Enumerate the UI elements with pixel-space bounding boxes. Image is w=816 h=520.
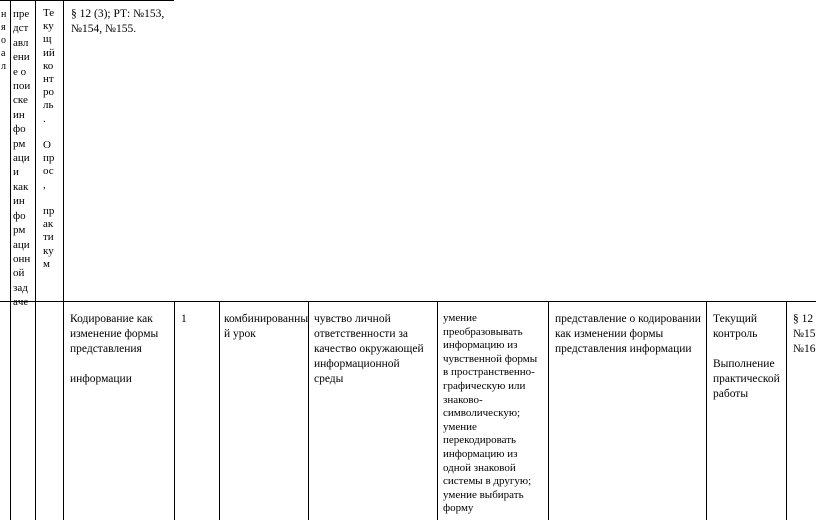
col-line-5 [219,301,220,520]
col-line-8 [548,301,549,520]
personal-results: чувство личной ответственности за качество окружающей информационной среды [314,313,424,385]
homework-cell: § 12 (3); РТ: №153, №154, №155. [71,8,165,35]
col-line-1 [10,0,11,520]
lesson-hours: 1 [181,313,187,325]
subject-results: представление о кодировании как изменении формы представления информации [555,313,701,355]
cut-column-text: н я о а л [1,9,7,72]
col-line-3 [63,0,64,520]
row-divider [0,301,816,302]
lesson-topic: Кодирование как изменение формы представления информации [70,313,159,385]
topic-cell-narrow: пре дст авл ени е о пои ске ин фо рм aци и как ин фо рм аци онн ой зад aче [13,8,31,309]
table-top-border-right [0,0,174,1]
lesson-type: комбинированны й урок [224,313,309,340]
col-line-2 [35,0,36,520]
meta-results: умение преобразовывать информацию из чувственной формы в пространственно- графическую или знаково- символическую; умение перекодировать информацию из одной знаковой системы в другую; умение выбирать форму [443,312,538,515]
control-cell-narrow: Те ку щ ий ко нт ро ль . О пр ос , пр ак ти ку м [43,7,55,270]
lesson-homework: § 12 №15 №16 [793,313,816,355]
col-line-4 [174,301,175,520]
col-line-7 [437,301,438,520]
lesson-control: Текущий контроль Выполнение практической работы [713,313,780,400]
col-line-10 [786,301,787,520]
